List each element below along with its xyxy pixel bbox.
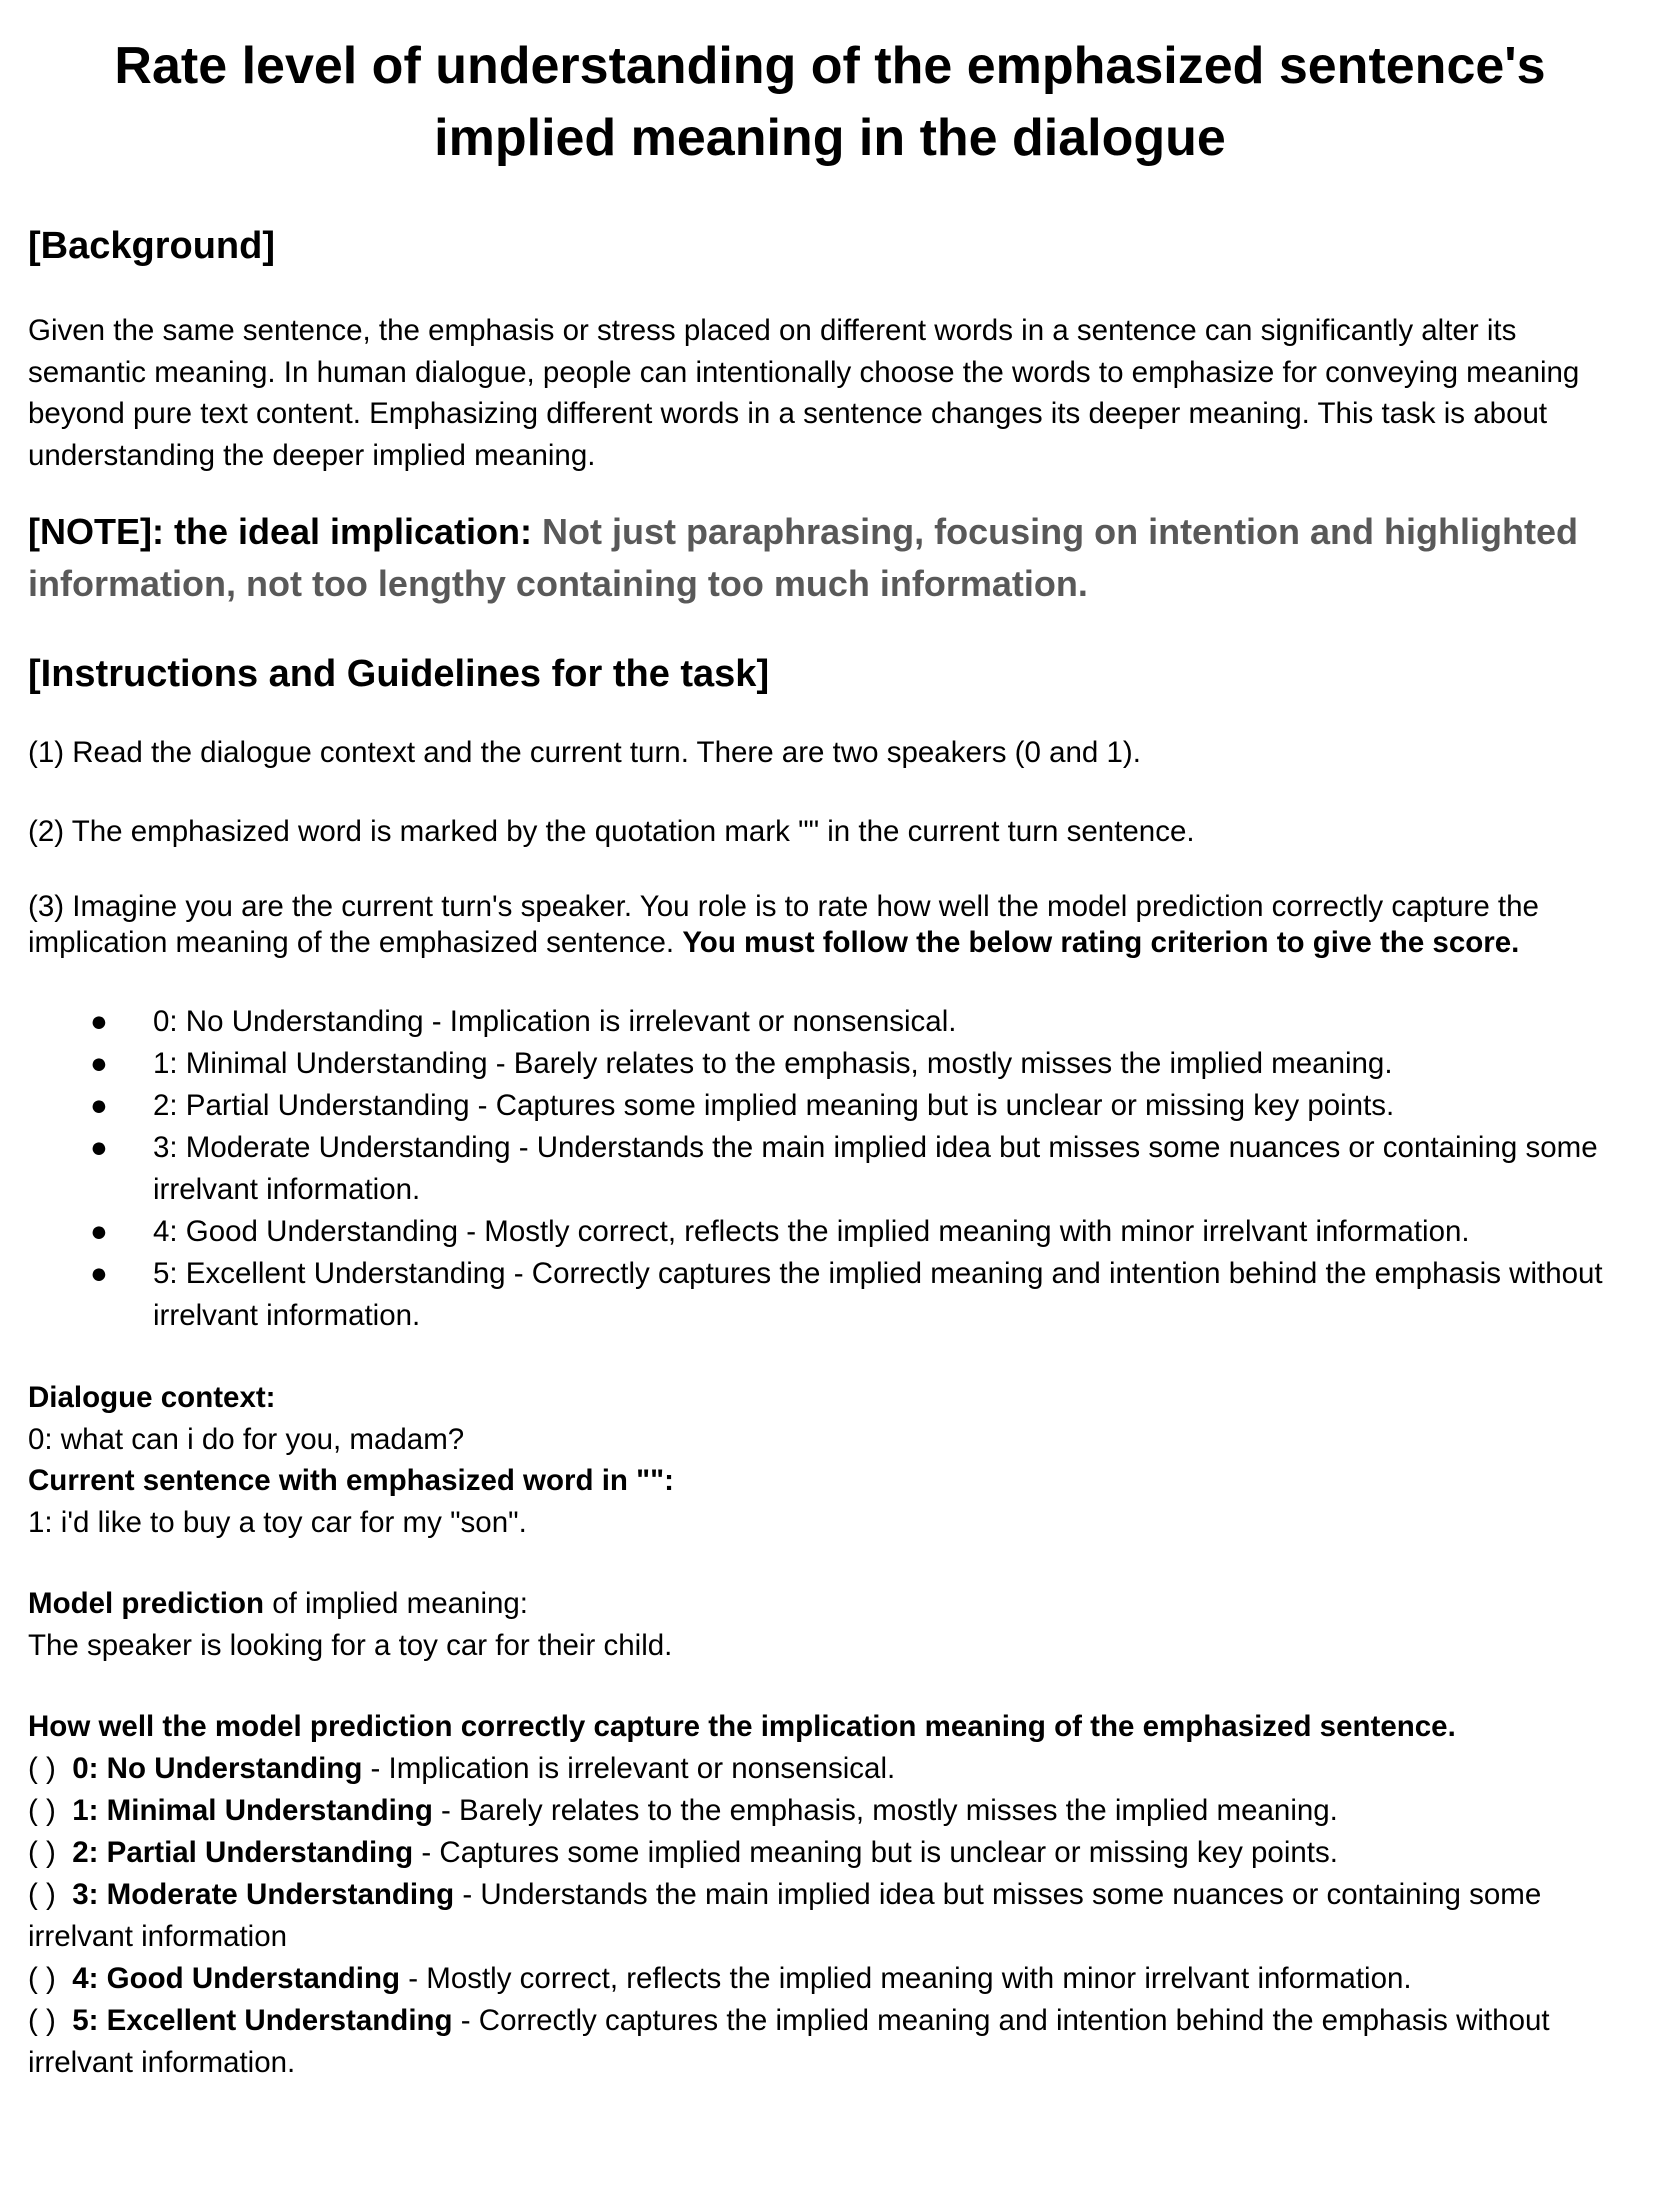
option-desc: - Barely relates to the emphasis, mostly misses the implied meaning. (432, 1793, 1338, 1827)
model-prediction-heading (28, 1583, 1632, 1625)
page-title: Rate level of understanding of the emphasized sentence's implied meaning in the dialogue (114, 37, 1546, 167)
radio-mark[interactable]: ( ) (28, 1835, 56, 1869)
criteria-text: 5: Excellent Understanding - Correctly captures the implied meaning and intention behind the emphasis without irrelvant information. (153, 1257, 1603, 1332)
criteria-text: 0: No Understanding - Implication is irrelevant or nonsensical. (153, 1005, 957, 1038)
option-desc: - Understands the main implied idea but misses some nuances or containing some irrelvant information (28, 1877, 1542, 1953)
bullet-icon: ● (90, 1047, 108, 1080)
criteria-item (90, 1085, 1632, 1127)
radio-mark[interactable]: ( ) (28, 1961, 56, 1995)
model-prediction-label: Model prediction (28, 1587, 264, 1620)
bullet-icon: ● (90, 1215, 108, 1248)
criteria-text: 1: Minimal Understanding - Barely relates to the emphasis, mostly misses the implied meaning. (153, 1047, 1393, 1080)
criteria-item (90, 1043, 1632, 1085)
instruction-step-3 (28, 889, 1632, 961)
note (28, 506, 1632, 610)
option-desc: - Captures some implied meaning but is unclear or missing key points. (413, 1835, 1338, 1869)
bullet-icon: ● (90, 1131, 108, 1164)
option-desc: - Implication is irrelevant or nonsensical. (362, 1751, 896, 1785)
radio-mark[interactable]: ( ) (28, 1877, 56, 1911)
rating-question: How well the model prediction correctly capture the implication meaning of the emphasized sentence. (28, 1710, 1456, 1743)
current-sentence-line: 1: i'd like to buy a toy car for my "son". (28, 1505, 527, 1539)
bullet-icon: ● (90, 1005, 108, 1038)
option-label: 1: Minimal Understanding (72, 1793, 433, 1827)
rating-option-2[interactable] (28, 1832, 1632, 1874)
criteria-list (28, 1001, 1632, 1337)
rating-option-5[interactable] (28, 2000, 1632, 2084)
option-label: 5: Excellent Understanding (72, 2003, 453, 2037)
dialogue-context-label: Dialogue context: (28, 1381, 276, 1414)
instruction-step-2: (2) The emphasized word is marked by the quotation mark "" in the current turn sentence. (28, 814, 1195, 848)
note-label: [NOTE]: the ideal implication: (28, 511, 533, 552)
criteria-text: 2: Partial Understanding - Captures some implied meaning but is unclear or missing key points. (153, 1089, 1395, 1122)
bullet-icon: ● (90, 1257, 108, 1290)
rating-options (28, 1748, 1632, 2084)
instruction-step-1: (1) Read the dialogue context and the current turn. There are two speakers (0 and 1). (28, 736, 1141, 769)
option-label: 0: No Understanding (72, 1751, 363, 1785)
option-desc: - Mostly correct, reflects the implied meaning with minor irrelvant information. (400, 1961, 1412, 1995)
instructions-heading: [Instructions and Guidelines for the task] (28, 653, 770, 695)
bullet-icon: ● (90, 1089, 108, 1122)
criteria-item (90, 1211, 1632, 1253)
note-text: Not just paraphrasing, focusing on intention and highlighted information, not too lengthy containing too much information. (28, 511, 1578, 604)
option-label: 3: Moderate Understanding (72, 1877, 455, 1911)
option-label: 4: Good Understanding (72, 1961, 401, 1995)
model-prediction-text: The speaker is looking for a toy car for their child. (28, 1628, 673, 1662)
criteria-item (90, 1127, 1632, 1211)
current-sentence-label: Current sentence with emphasized word in "": (28, 1464, 674, 1497)
radio-mark[interactable]: ( ) (28, 2003, 56, 2037)
background-heading: [Background] (28, 225, 275, 267)
dialogue-context-line: 0: what can i do for you, madam? (28, 1422, 465, 1456)
criteria-item (90, 1253, 1632, 1337)
option-label: 2: Partial Understanding (72, 1835, 414, 1869)
option-desc: - Correctly captures the implied meaning and intention behind the emphasis without irrelvant information. (28, 2003, 1550, 2079)
model-prediction-suffix: of implied meaning: (264, 1587, 529, 1620)
background-text: Given the same sentence, the emphasis or stress placed on different words in a sentence can significantly alter its semantic meaning. In human dialogue, people can intentionally choose the words to emphasize for conveying meaning beyond pure text content. Emphasizing different words in a sentence changes its deeper meaning. This task is about understanding the deeper implied meaning. (28, 314, 1580, 472)
radio-mark[interactable]: ( ) (28, 1751, 56, 1785)
rating-option-4[interactable] (28, 1958, 1632, 2000)
rating-option-3[interactable] (28, 1874, 1632, 1958)
rating-option-1[interactable] (28, 1790, 1632, 1832)
rating-option-0[interactable] (28, 1748, 1632, 1790)
criteria-text: 3: Moderate Understanding - Understands the main implied idea but misses some nuances or containing some irrelvant information. (153, 1131, 1598, 1206)
instruction-step-3-bold: You must follow the below rating criterion to give the score. (682, 926, 1520, 959)
radio-mark[interactable]: ( ) (28, 1793, 56, 1827)
instruction-step-3-text: (3) Imagine you are the current turn's speaker. You role is to rate how well the model prediction correctly capture the implication meaning of the emphasized sentence. (28, 890, 1539, 959)
criteria-text: 4: Good Understanding - Mostly correct, reflects the implied meaning with minor irrelvant information. (153, 1215, 1470, 1248)
criteria-item (90, 1001, 1632, 1043)
